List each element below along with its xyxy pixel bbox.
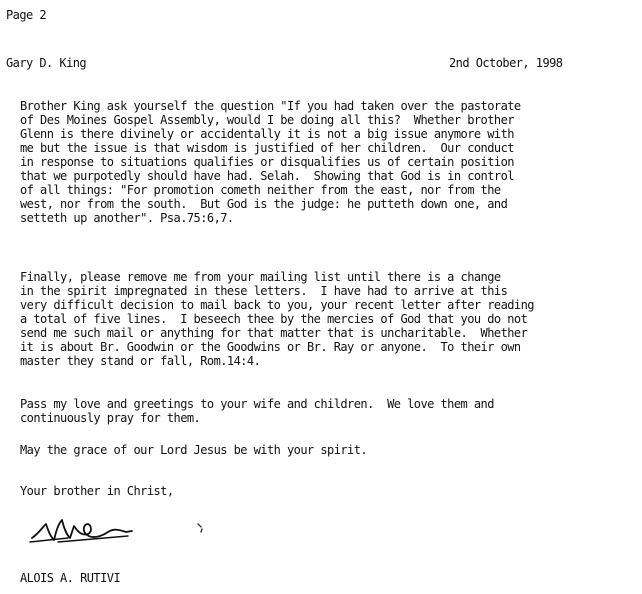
- text-line: send me such mail or anything for that matter that is uncharitable. Whether: [20, 326, 528, 340]
- text-line: continuously pray for them.: [20, 411, 201, 425]
- paragraph-mailing-list: [20, 270, 632, 368]
- text-line: Finally, please remove me from your mailing list until there is a change: [20, 270, 501, 284]
- stray-ink-mark: [195, 520, 209, 534]
- letter-date: 2nd October, 1998: [449, 56, 563, 70]
- text-line: of all things: "For promotion cometh neither from the east, nor from the: [20, 183, 501, 197]
- paragraph-blessing: [20, 443, 632, 457]
- text-line: me but the issue is that wisdom is justified of her children. Our conduct: [20, 141, 514, 155]
- text-line: setteth up another". Psa.75:6,7.: [20, 211, 234, 225]
- text-line: master they stand or fall, Rom.14:4.: [20, 354, 261, 368]
- paragraph-greetings: [20, 397, 632, 425]
- text-line: Glenn is there divinely or accidentally it is not a big issue anymore with: [20, 127, 514, 141]
- handwritten-signature: [28, 512, 138, 552]
- addressee: Gary D. King: [6, 56, 87, 70]
- text-line: in response to situations qualifies or disqualifies us of certain position: [20, 155, 514, 169]
- text-line: May the grace of our Lord Jesus be with your spirit.: [20, 443, 368, 457]
- text-line: Brother King ask yourself the question "If you had taken over the pastorate: [20, 99, 521, 113]
- text-line: that we purpotedly should have had. Selah. Showing that God is in control: [20, 169, 514, 183]
- text-line: Pass my love and greetings to your wife and children. We love them and: [20, 397, 494, 411]
- signer-name: ALOIS A. RUTIVI: [20, 571, 121, 585]
- text-line: it is about Br. Goodwin or the Goodwins or Br. Ray or anyone. To their own: [20, 340, 521, 354]
- text-line: in the spirit impregnated in these letters. I have had to arrive at this: [20, 284, 508, 298]
- text-line: very difficult decision to mail back to you, your recent letter after reading: [20, 298, 534, 312]
- text-line: of Des Moines Gospel Assembly, would I be doing all this? Whether brother: [20, 113, 514, 127]
- closing-salutation: Your brother in Christ,: [20, 484, 174, 498]
- page-label: Page 2: [6, 8, 47, 22]
- paragraph-conduct: [20, 99, 632, 225]
- text-line: west, nor from the south. But God is the judge: he putteth down one, and: [20, 197, 508, 211]
- text-line: a total of five lines. I beseech thee by the mercies of God that you do not: [20, 312, 528, 326]
